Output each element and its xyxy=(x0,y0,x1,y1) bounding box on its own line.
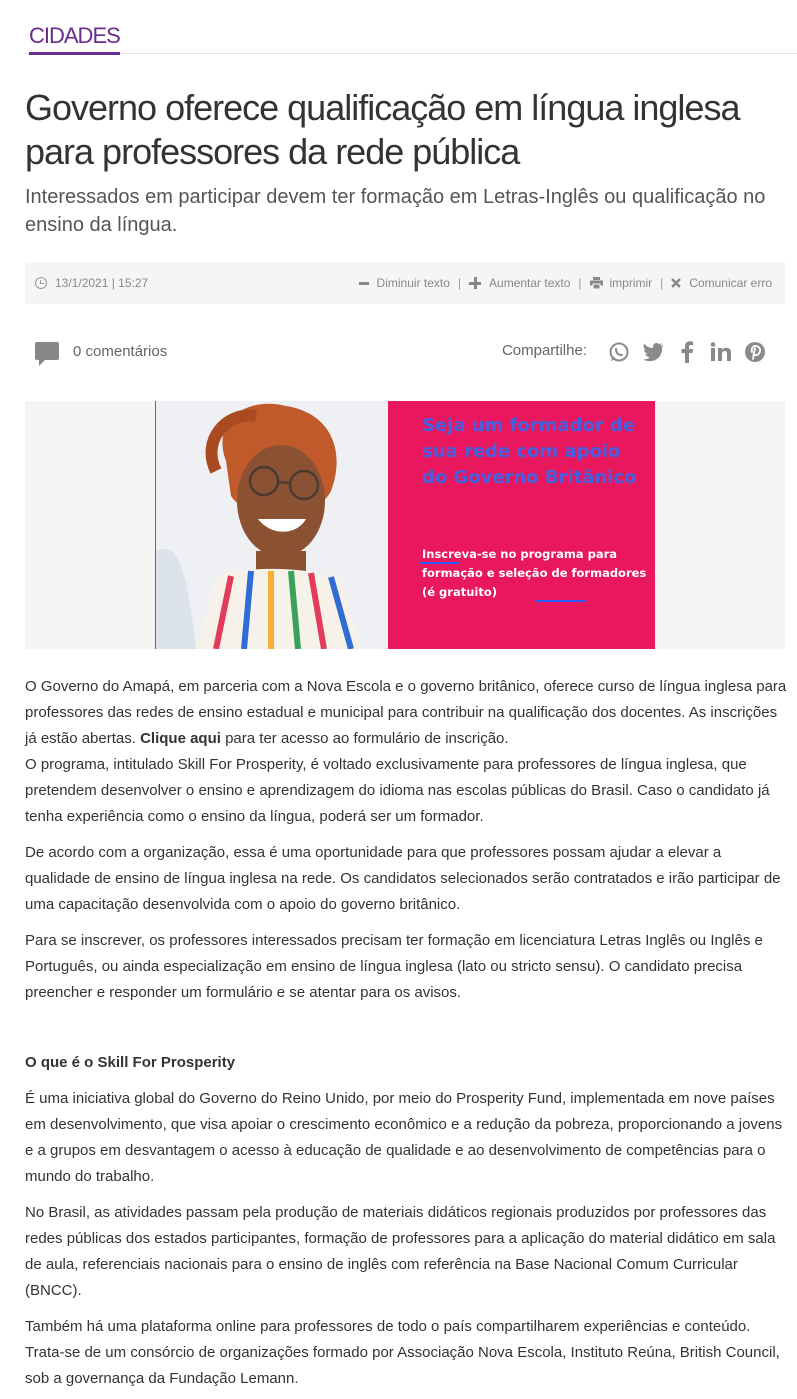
article-meta-bar xyxy=(25,262,785,304)
plus-icon xyxy=(469,277,481,289)
minus-icon xyxy=(359,282,369,285)
share-bar xyxy=(502,340,767,364)
paragraph: Para se inscrever, os professores interessados precisam ter formação em licenciatura Letras Inglês ou Inglês e Português, ou ainda especialização em ensino de língua inglesa (lato ou stricto sensu). O candidato precisa preencher e responder um formulário e se atentar para os avisos. xyxy=(25,932,763,1001)
decrease-text-label: Diminuir texto xyxy=(376,276,450,290)
paragraph xyxy=(25,674,787,752)
increase-text-button[interactable] xyxy=(469,276,570,290)
comments-link[interactable] xyxy=(35,342,167,360)
paragraph-text: para ter acesso ao formulário de inscrição. xyxy=(220,730,509,747)
tool-separator: | xyxy=(578,276,582,290)
hero-underline-mark xyxy=(420,562,460,564)
comment-bubble-icon xyxy=(35,342,59,360)
hero-subtext: Inscreva-se no programa para formação e seleção de formadores (é gratuito) xyxy=(422,547,647,599)
print-label: imprimir xyxy=(609,276,653,290)
whatsapp-icon[interactable] xyxy=(607,340,631,364)
section-subheading: O que é o Skill For Prosperity xyxy=(25,1054,236,1071)
hero-image-frame xyxy=(25,401,785,649)
decrease-text-button[interactable] xyxy=(359,276,450,290)
linkedin-icon[interactable] xyxy=(709,340,733,364)
paragraph-text: O Governo do Amapá, em parceria com a Nova Escola e o governo britânico, oferece curso de língua inglesa para professores das redes de ensino estadual e municipal para contribuir na qualificação dos docentes. As inscrições já estão abertas. xyxy=(25,678,787,747)
paragraph: É uma iniciativa global do Governo do Reino Unido, por meio do Prosperity Fund, implementada em nove países em desenvolvimento, que visa apoiar o crescimento econômico e a redução da pobreza, proporcionando a jovens e a grupos em desvantagem o acesso à educação de qualidade e ao desenvolvimento de competências para o mundo do trabalho. xyxy=(25,1090,783,1185)
printer-icon xyxy=(590,277,603,289)
signup-link[interactable]: Clique aqui xyxy=(140,730,221,747)
twitter-icon[interactable] xyxy=(641,340,665,364)
hero-banner[interactable] xyxy=(155,401,655,649)
report-error-button[interactable] xyxy=(671,276,772,290)
increase-text-label: Aumentar texto xyxy=(489,276,571,290)
paragraph: Também há uma plataforma online para professores de todo o país compartilharem experiências e conteúdo. Trata-se de um consórcio de organizações formado por Associação Nova Escola, Instituto Reúna, British Council, sob a governança da Fundação Lemann. xyxy=(25,1318,780,1387)
hero-headline: Seja um formador de sua rede com apoio do Governo Britânico xyxy=(422,415,637,488)
hero-photo xyxy=(155,401,388,649)
report-error-label: Comunicar erro xyxy=(689,276,772,290)
close-icon xyxy=(671,278,681,288)
publish-date xyxy=(35,276,148,290)
paragraph: No Brasil, as atividades passam pela produção de materiais didáticos regionais produzidos por professores das redes públicas dos estados participantes, formação de professores para a aplicação do material didático em sala de aula, referenciais nacionais para o ensino de inglês com referência na Base Nacional Comum Curricular (BNCC). xyxy=(25,1204,776,1299)
publish-date-text: 13/1/2021 | 15:27 xyxy=(55,276,149,290)
article-title: Governo oferece qualificação em língua inglesa para professores da rede pública xyxy=(25,87,740,172)
clock-icon xyxy=(35,277,47,289)
section-tag[interactable]: CIDADES xyxy=(29,22,120,55)
tool-separator: | xyxy=(660,276,664,290)
hero-underline-mark xyxy=(536,600,586,602)
article-subtitle: Interessados em participar devem ter formação em Letras-Inglês ou qualificação no ensino da língua. xyxy=(25,186,766,236)
article-tools xyxy=(359,276,772,290)
pinterest-icon[interactable] xyxy=(743,340,767,364)
hero-text-panel xyxy=(388,401,655,649)
share-label: Compartilhe: xyxy=(501,341,587,359)
tool-separator: | xyxy=(457,276,462,290)
paragraph: De acordo com a organização, essa é uma oportunidade para que professores possam ajudar a elevar a qualidade de ensino de língua inglesa na rede. Os candidatos selecionados serão contratados e irão participar de uma capacitação desenvolvida com o apoio do governo britânico. xyxy=(25,844,781,913)
print-button[interactable] xyxy=(590,276,653,290)
facebook-icon[interactable] xyxy=(675,340,699,364)
section-header xyxy=(25,22,797,54)
paragraph: O programa, intitulado Skill For Prosperity, é voltado exclusivamente para professores de língua inglesa, que pretendem desenvolver o ensino e aprendizagem do idioma nas escolas públicas do Brasil. Caso o candidato já tenha experiência como o ensino da língua, poderá ser um formador. xyxy=(25,756,770,825)
article-body xyxy=(25,674,787,1399)
comments-count: 0 comentários xyxy=(73,342,168,360)
